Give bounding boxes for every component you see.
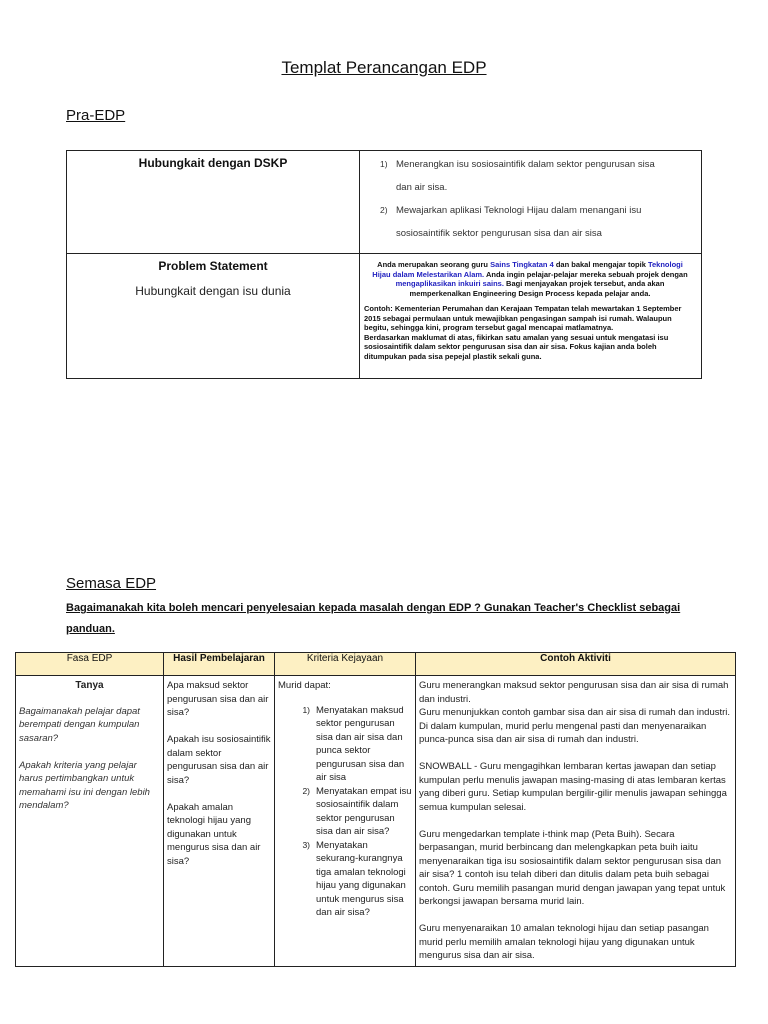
pre-edp-heading: Pra-EDP bbox=[66, 107, 126, 124]
criteria-intro: Murid dapat: bbox=[278, 680, 331, 691]
problem-intro-text: Anda merupakan seorang guru bbox=[377, 260, 491, 269]
outcome-cell bbox=[164, 676, 275, 967]
problem-label-cell bbox=[67, 254, 360, 379]
dskp-item-number: 2) bbox=[380, 205, 388, 215]
criteria-text: Menyatakan maksud sektor pengurusan sisa dan air sisa dan punca sektor pengurusan sisa dan air sisa bbox=[316, 704, 405, 783]
problem-content-cell bbox=[360, 254, 702, 379]
phase-question: Bagaimanakah pelajar dapat berempati dengan kumpulan sasaran? bbox=[19, 705, 140, 744]
semasa-edp-heading: Semasa EDP bbox=[66, 575, 157, 592]
semasa-edp-subtitle: Bagaimanakah kita boleh mencari penyelesaian kepada masalah dengan EDP ? Gunakan Teacher's Checklist sebagai panduan. bbox=[66, 602, 681, 635]
problem-statement bbox=[360, 254, 701, 365]
activity-cell bbox=[416, 676, 736, 967]
outcome-item: Apakah amalan teknologi hijau yang digunakan untuk mengurus sisa dan air sisa? bbox=[167, 801, 261, 867]
dskp-item bbox=[368, 199, 693, 245]
activity-paragraph: Guru menyenaraikan 10 amalan teknologi hijau dan setiap pasangan murid perlu memilih amalan teknologi hijau yang digunakan untuk mengurus sisa dan air sisa. bbox=[419, 923, 709, 961]
dskp-row bbox=[67, 151, 702, 254]
outcome-item: Apakah isu sosiosaintifik dalam sektor pengurusan sisa dan air sisa? bbox=[167, 734, 271, 786]
criteria-list bbox=[278, 704, 412, 920]
problem-intro bbox=[364, 260, 696, 298]
dskp-content-cell bbox=[360, 151, 702, 254]
problem-highlight: Teknologi Hijau dalam Melestarikan Alam. bbox=[372, 260, 683, 279]
criteria-number: 2) bbox=[302, 785, 310, 796]
problem-label: Problem Statement bbox=[158, 259, 268, 273]
criteria-text: Menyatakan sekurang-kurangnya tiga amalan teknologi hijau yang digunakan untuk mengurus sisa dan air sisa? bbox=[316, 839, 406, 918]
dskp-item-line: sosiosaintifik sektor pengurusan sisa dan air sisa bbox=[396, 228, 602, 239]
outcome-item: Apa maksud sektor pengurusan sisa dan air sisa? bbox=[167, 680, 269, 718]
col-header-kriteria: Kriteria Kejayaan bbox=[275, 653, 416, 676]
activity-line: Guru menerangkan maksud sektor pengurusan sisa dan air sisa di rumah dan industri. bbox=[419, 680, 729, 705]
problem-intro-text: dan bakal mengajar topik bbox=[553, 260, 648, 269]
phase-cell bbox=[16, 676, 164, 967]
dskp-item-text bbox=[396, 153, 655, 199]
dskp-list bbox=[360, 151, 701, 253]
col-header-fasa: Fasa EDP bbox=[16, 653, 164, 676]
problem-intro-text: Bagi menjayakan projek tersebut, anda akan memperkenalkan Engineering Design Process kepada pelajar anda. bbox=[409, 279, 665, 298]
problem-intro-text: Anda ingin pelajar-pelajar mereka sebuah projek dengan bbox=[484, 269, 688, 279]
problem-highlight: mengaplikasikan inkuiri sains. bbox=[395, 279, 504, 288]
table-row bbox=[16, 676, 736, 967]
problem-row bbox=[67, 254, 702, 379]
dskp-item bbox=[368, 153, 693, 199]
dskp-item-line: Menerangkan isu sosiosaintifik dalam sektor pengurusan sisa bbox=[396, 159, 655, 170]
criteria-item bbox=[278, 839, 412, 920]
dskp-item-text bbox=[396, 199, 641, 245]
activity-paragraph: Guru mengedarkan template i-think map (Peta Buih). Secara berpasangan, murid berbincang dan melengkapkan peta buih iaitu menyenaraikan tiga isu sosiosaintifik dalam sektor pengurusan sisa dan air sisa? 1 contoh isu telah diberi dan ditulis dalam peta buih sebagai contoh. Guru memilih pasangan murid dengan jawapan yang tepat untuk berkongsi jawapan bersama murid lain. bbox=[419, 828, 726, 907]
dskp-item-number: 1) bbox=[380, 159, 388, 169]
document-title: Templat Perancangan EDP bbox=[281, 58, 487, 77]
problem-example: Contoh: Kementerian Perumahan dan Kerajaan Tempatan telah mewartakan 1 September 2015 sebagai permulaan untuk mewajibkan pengasingan sampah isi rumah. Walaupun begitu, sehingga kini, program tersebut gagal mencapai matlamatnya. bbox=[364, 304, 682, 332]
dskp-label: Hubungkait dengan DSKP bbox=[138, 156, 288, 170]
problem-highlight: Sains Tingkatan 4 bbox=[490, 260, 554, 269]
dskp-label-cell bbox=[67, 151, 360, 254]
criteria-cell bbox=[275, 676, 416, 967]
dskp-item-line: dan air sisa. bbox=[396, 182, 448, 193]
phase-question: Apakah kriteria yang pelajar harus pertimbangkan untuk memahami isu ini dengan lebih mendalam? bbox=[19, 759, 150, 811]
col-header-hasil: Hasil Pembelajaran bbox=[164, 653, 275, 676]
criteria-number: 3) bbox=[302, 839, 310, 850]
problem-sublabel: Hubungkait dengan isu dunia bbox=[135, 284, 291, 298]
activity-line: Guru menunjukkan contoh gambar sisa dan air sisa di rumah dan industri. bbox=[419, 707, 731, 718]
criteria-item bbox=[278, 704, 412, 785]
col-header-contoh: Contoh Aktiviti bbox=[416, 653, 736, 676]
phase-name: Tanya bbox=[75, 680, 104, 691]
problem-task: Berdasarkan maklumat di atas, fikirkan satu amalan yang sesuai untuk mengatasi isu sosiosaintifik dalam sektor pengurusan sisa dan air sisa. Fokus kajian anda boleh ditumpukan pada sisa pepejal plastik sekali guna. bbox=[364, 332, 669, 361]
edp-phase-table bbox=[15, 652, 736, 967]
criteria-item bbox=[278, 785, 412, 839]
pre-edp-table bbox=[66, 150, 702, 379]
table-header-row bbox=[16, 653, 736, 676]
criteria-text: Menyatakan empat isu sosiosaintifik dalam sektor pengurusan sisa dan air sisa? bbox=[316, 785, 412, 837]
activity-line: Di dalam kumpulan, murid perlu mengenal pasti dan menyenaraikan punca-punca sisa dan air sisa di rumah dan industri. bbox=[419, 720, 707, 745]
criteria-number: 1) bbox=[302, 704, 310, 715]
dskp-item-line: Mewajarkan aplikasi Teknologi Hijau dalam menangani isu bbox=[396, 205, 642, 216]
activity-paragraph: SNOWBALL - Guru mengagihkan lembaran kertas jawapan dan setiap kumpulan perlu menulis jawapan masing-masing di atas lembaran kertas yang diberi guru. Setiap kumpulan bergilir-gilir menulis jawapan sehingga semua kumpulan selesai. bbox=[419, 761, 727, 813]
